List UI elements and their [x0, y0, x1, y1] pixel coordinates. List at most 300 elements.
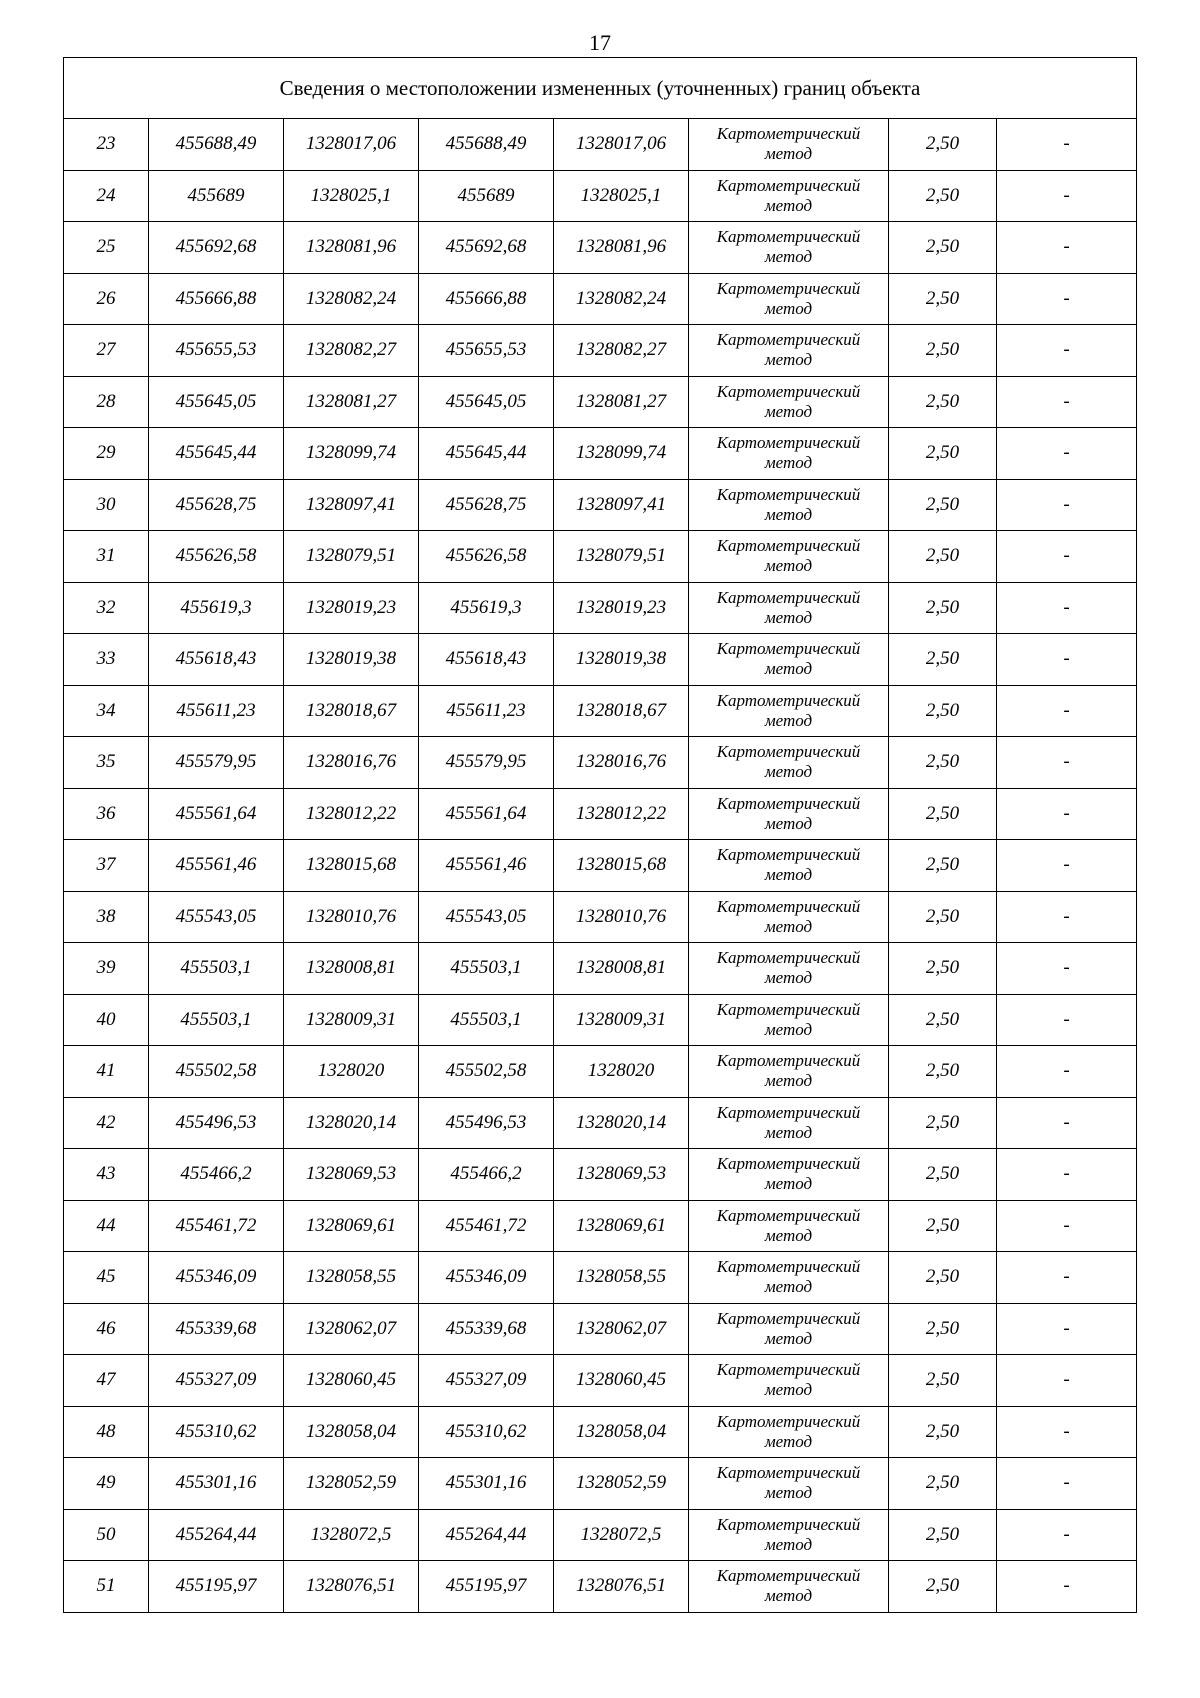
- refined-x-cell: 455543,05: [419, 891, 554, 943]
- method-line-1: Картометрический: [716, 1360, 861, 1380]
- table-row: [64, 222, 1137, 274]
- table-row: [64, 840, 1137, 892]
- method-cell: [689, 222, 889, 274]
- accuracy-cell: 2,50: [889, 788, 997, 840]
- method-cell: [689, 685, 889, 737]
- method-cell: [689, 994, 889, 1046]
- existing-y-cell: 1328079,51: [284, 531, 419, 583]
- method-line-1: Картометрический: [716, 484, 861, 504]
- existing-y-cell: 1328062,07: [284, 1303, 419, 1355]
- table-row: [64, 582, 1137, 634]
- refined-x-cell: 455496,53: [419, 1097, 554, 1149]
- accuracy-cell: 2,50: [889, 1097, 997, 1149]
- description-cell: -: [997, 582, 1137, 634]
- accuracy-cell: 2,50: [889, 428, 997, 480]
- existing-y-cell: 1328076,51: [284, 1561, 419, 1613]
- method-line-2: метод: [764, 1328, 813, 1348]
- existing-x-cell: 455561,46: [149, 840, 284, 892]
- table-row: [64, 428, 1137, 480]
- method-cell: [689, 1097, 889, 1149]
- existing-y-cell: 1328018,67: [284, 685, 419, 737]
- existing-y-cell: 1328019,38: [284, 634, 419, 686]
- point-number-cell: 29: [64, 428, 149, 480]
- table-row: [64, 1509, 1137, 1561]
- description-cell: -: [997, 685, 1137, 737]
- existing-x-cell: 455645,44: [149, 428, 284, 480]
- table-row: [64, 685, 1137, 737]
- point-number-cell: 51: [64, 1561, 149, 1613]
- description-cell: -: [997, 1303, 1137, 1355]
- refined-x-cell: 455619,3: [419, 582, 554, 634]
- method-line-2: метод: [764, 504, 813, 524]
- description-cell: -: [997, 479, 1137, 531]
- refined-x-cell: 455692,68: [419, 222, 554, 274]
- method-cell: [689, 479, 889, 531]
- description-cell: -: [997, 531, 1137, 583]
- point-number-cell: 44: [64, 1200, 149, 1252]
- table-row: [64, 1097, 1137, 1149]
- existing-y-cell: 1328099,74: [284, 428, 419, 480]
- refined-y-cell: 1328062,07: [554, 1303, 689, 1355]
- refined-x-cell: 455655,53: [419, 325, 554, 377]
- refined-y-cell: 1328008,81: [554, 943, 689, 995]
- point-number-cell: 27: [64, 325, 149, 377]
- method-line-1: Картометрический: [716, 690, 861, 710]
- refined-x-cell: 455466,2: [419, 1149, 554, 1201]
- existing-x-cell: 455628,75: [149, 479, 284, 531]
- method-line-2: метод: [764, 401, 813, 421]
- existing-y-cell: 1328012,22: [284, 788, 419, 840]
- page-number: 17: [589, 30, 611, 55]
- table-row: [64, 943, 1137, 995]
- method-line-1: Картометрический: [716, 381, 861, 401]
- existing-x-cell: 455645,05: [149, 376, 284, 428]
- refined-y-cell: 1328082,27: [554, 325, 689, 377]
- table-row: [64, 1561, 1137, 1613]
- refined-x-cell: 455346,09: [419, 1252, 554, 1304]
- refined-y-cell: 1328017,06: [554, 119, 689, 171]
- existing-y-cell: 1328058,55: [284, 1252, 419, 1304]
- point-number-cell: 25: [64, 222, 149, 274]
- description-cell: -: [997, 1561, 1137, 1613]
- point-number-cell: 26: [64, 273, 149, 325]
- existing-y-cell: 1328008,81: [284, 943, 419, 995]
- description-cell: -: [997, 1458, 1137, 1510]
- description-cell: -: [997, 1097, 1137, 1149]
- existing-x-cell: 455611,23: [149, 685, 284, 737]
- refined-y-cell: 1328099,74: [554, 428, 689, 480]
- method-cell: [689, 428, 889, 480]
- description-cell: -: [997, 428, 1137, 480]
- refined-y-cell: 1328020: [554, 1046, 689, 1098]
- method-cell: [689, 1046, 889, 1098]
- point-number-cell: 35: [64, 737, 149, 789]
- method-line-1: Картометрический: [716, 1514, 861, 1534]
- existing-x-cell: 455461,72: [149, 1200, 284, 1252]
- refined-x-cell: 455327,09: [419, 1355, 554, 1407]
- table-row: [64, 1252, 1137, 1304]
- refined-y-cell: 1328060,45: [554, 1355, 689, 1407]
- table-body: [64, 119, 1137, 1613]
- refined-x-cell: 455666,88: [419, 273, 554, 325]
- method-cell: [689, 325, 889, 377]
- method-line-2: метод: [764, 350, 813, 370]
- existing-x-cell: 455655,53: [149, 325, 284, 377]
- method-cell: [689, 1149, 889, 1201]
- refined-x-cell: 455339,68: [419, 1303, 554, 1355]
- accuracy-cell: 2,50: [889, 634, 997, 686]
- method-line-2: метод: [764, 453, 813, 473]
- refined-x-cell: 455618,43: [419, 634, 554, 686]
- existing-y-cell: 1328015,68: [284, 840, 419, 892]
- method-line-1: Картометрический: [716, 1102, 861, 1122]
- point-number-cell: 32: [64, 582, 149, 634]
- refined-y-cell: 1328016,76: [554, 737, 689, 789]
- method-cell: [689, 582, 889, 634]
- table-row: [64, 891, 1137, 943]
- existing-x-cell: 455502,58: [149, 1046, 284, 1098]
- method-line-1: Картометрический: [716, 845, 861, 865]
- method-line-2: метод: [764, 247, 813, 267]
- refined-y-cell: 1328082,24: [554, 273, 689, 325]
- refined-x-cell: 455561,64: [419, 788, 554, 840]
- method-line-1: Картометрический: [716, 1154, 861, 1174]
- accuracy-cell: 2,50: [889, 891, 997, 943]
- point-number-cell: 40: [64, 994, 149, 1046]
- method-line-1: Картометрический: [716, 227, 861, 247]
- description-cell: -: [997, 170, 1137, 222]
- method-line-1: Картометрический: [716, 433, 861, 453]
- existing-x-cell: 455339,68: [149, 1303, 284, 1355]
- refined-x-cell: 455688,49: [419, 119, 554, 171]
- table-row: [64, 1406, 1137, 1458]
- description-cell: -: [997, 119, 1137, 171]
- table-row: [64, 531, 1137, 583]
- accuracy-cell: 2,50: [889, 994, 997, 1046]
- refined-x-cell: 455611,23: [419, 685, 554, 737]
- description-cell: -: [997, 737, 1137, 789]
- accuracy-cell: 2,50: [889, 1252, 997, 1304]
- point-number-cell: 39: [64, 943, 149, 995]
- existing-y-cell: 1328069,61: [284, 1200, 419, 1252]
- refined-x-cell: 455264,44: [419, 1509, 554, 1561]
- existing-x-cell: 455579,95: [149, 737, 284, 789]
- boundary-coordinates-table: [63, 57, 1137, 1613]
- description-cell: -: [997, 1509, 1137, 1561]
- point-number-cell: 46: [64, 1303, 149, 1355]
- accuracy-cell: 2,50: [889, 685, 997, 737]
- table-title-row: [64, 58, 1137, 119]
- method-cell: [689, 531, 889, 583]
- method-line-1: Картометрический: [716, 639, 861, 659]
- existing-y-cell: 1328017,06: [284, 119, 419, 171]
- accuracy-cell: 2,50: [889, 1509, 997, 1561]
- table-row: [64, 1458, 1137, 1510]
- method-line-2: метод: [764, 556, 813, 576]
- table-row: [64, 170, 1137, 222]
- existing-y-cell: 1328016,76: [284, 737, 419, 789]
- description-cell: -: [997, 325, 1137, 377]
- point-number-cell: 37: [64, 840, 149, 892]
- description-cell: -: [997, 1200, 1137, 1252]
- description-cell: -: [997, 1149, 1137, 1201]
- method-line-1: Картометрический: [716, 124, 861, 144]
- refined-y-cell: 1328015,68: [554, 840, 689, 892]
- refined-y-cell: 1328009,31: [554, 994, 689, 1046]
- existing-y-cell: 1328082,27: [284, 325, 419, 377]
- method-line-1: Картометрический: [716, 587, 861, 607]
- existing-x-cell: 455666,88: [149, 273, 284, 325]
- refined-x-cell: 455503,1: [419, 994, 554, 1046]
- method-line-2: метод: [764, 1534, 813, 1554]
- method-line-2: метод: [764, 865, 813, 885]
- point-number-cell: 28: [64, 376, 149, 428]
- method-line-2: метод: [764, 298, 813, 318]
- refined-y-cell: 1328097,41: [554, 479, 689, 531]
- accuracy-cell: 2,50: [889, 737, 997, 789]
- table-row: [64, 1303, 1137, 1355]
- description-cell: -: [997, 840, 1137, 892]
- existing-y-cell: 1328060,45: [284, 1355, 419, 1407]
- existing-y-cell: 1328009,31: [284, 994, 419, 1046]
- method-line-2: метод: [764, 1225, 813, 1245]
- table-row: [64, 273, 1137, 325]
- method-line-2: метод: [764, 659, 813, 679]
- refined-x-cell: 455626,58: [419, 531, 554, 583]
- method-line-2: метод: [764, 1071, 813, 1091]
- refined-y-cell: 1328018,67: [554, 685, 689, 737]
- refined-x-cell: 455301,16: [419, 1458, 554, 1510]
- description-cell: -: [997, 943, 1137, 995]
- method-cell: [689, 273, 889, 325]
- existing-x-cell: 455688,49: [149, 119, 284, 171]
- existing-y-cell: 1328069,53: [284, 1149, 419, 1201]
- method-line-2: метод: [764, 607, 813, 627]
- refined-y-cell: 1328019,38: [554, 634, 689, 686]
- method-cell: [689, 1355, 889, 1407]
- method-cell: [689, 891, 889, 943]
- description-cell: -: [997, 634, 1137, 686]
- existing-x-cell: 455496,53: [149, 1097, 284, 1149]
- refined-y-cell: 1328081,27: [554, 376, 689, 428]
- method-line-2: метод: [764, 1586, 813, 1606]
- method-line-2: метод: [764, 1174, 813, 1194]
- description-cell: -: [997, 891, 1137, 943]
- refined-y-cell: 1328052,59: [554, 1458, 689, 1510]
- refined-x-cell: 455579,95: [419, 737, 554, 789]
- method-cell: [689, 1303, 889, 1355]
- method-cell: [689, 1458, 889, 1510]
- method-line-2: метод: [764, 144, 813, 164]
- existing-x-cell: 455327,09: [149, 1355, 284, 1407]
- accuracy-cell: 2,50: [889, 582, 997, 634]
- existing-y-cell: 1328025,1: [284, 170, 419, 222]
- method-cell: [689, 943, 889, 995]
- table-row: [64, 634, 1137, 686]
- accuracy-cell: 2,50: [889, 170, 997, 222]
- table-row: [64, 1355, 1137, 1407]
- description-cell: -: [997, 1355, 1137, 1407]
- existing-x-cell: 455689: [149, 170, 284, 222]
- method-line-1: Картометрический: [716, 1051, 861, 1071]
- accuracy-cell: 2,50: [889, 1406, 997, 1458]
- table-row: [64, 1149, 1137, 1201]
- method-line-2: метод: [764, 1483, 813, 1503]
- accuracy-cell: 2,50: [889, 325, 997, 377]
- point-number-cell: 49: [64, 1458, 149, 1510]
- refined-y-cell: 1328069,61: [554, 1200, 689, 1252]
- refined-y-cell: 1328010,76: [554, 891, 689, 943]
- accuracy-cell: 2,50: [889, 1046, 997, 1098]
- point-number-cell: 38: [64, 891, 149, 943]
- existing-y-cell: 1328019,23: [284, 582, 419, 634]
- existing-x-cell: 455618,43: [149, 634, 284, 686]
- table-title: Сведения о местоположении измененных (уточненных) границ объекта: [64, 58, 1137, 119]
- existing-x-cell: 455346,09: [149, 1252, 284, 1304]
- existing-x-cell: 455310,62: [149, 1406, 284, 1458]
- existing-x-cell: 455626,58: [149, 531, 284, 583]
- refined-x-cell: 455503,1: [419, 943, 554, 995]
- method-line-2: метод: [764, 1380, 813, 1400]
- method-cell: [689, 788, 889, 840]
- existing-x-cell: 455301,16: [149, 1458, 284, 1510]
- method-cell: [689, 1252, 889, 1304]
- point-number-cell: 42: [64, 1097, 149, 1149]
- refined-x-cell: 455502,58: [419, 1046, 554, 1098]
- existing-x-cell: 455692,68: [149, 222, 284, 274]
- method-line-1: Картометрический: [716, 999, 861, 1019]
- existing-x-cell: 455543,05: [149, 891, 284, 943]
- method-line-2: метод: [764, 968, 813, 988]
- existing-y-cell: 1328097,41: [284, 479, 419, 531]
- description-cell: -: [997, 273, 1137, 325]
- table-row: [64, 119, 1137, 171]
- description-cell: -: [997, 1046, 1137, 1098]
- point-number-cell: 36: [64, 788, 149, 840]
- method-line-1: Картометрический: [716, 278, 861, 298]
- method-line-2: метод: [764, 813, 813, 833]
- method-cell: [689, 376, 889, 428]
- method-line-2: метод: [764, 1431, 813, 1451]
- method-cell: [689, 119, 889, 171]
- refined-x-cell: 455628,75: [419, 479, 554, 531]
- accuracy-cell: 2,50: [889, 479, 997, 531]
- refined-x-cell: 455645,44: [419, 428, 554, 480]
- method-line-1: Картометрический: [716, 1566, 861, 1586]
- method-line-1: Картометрический: [716, 1308, 861, 1328]
- method-cell: [689, 1200, 889, 1252]
- method-line-1: Картометрический: [716, 175, 861, 195]
- point-number-cell: 47: [64, 1355, 149, 1407]
- refined-y-cell: 1328012,22: [554, 788, 689, 840]
- accuracy-cell: 2,50: [889, 1458, 997, 1510]
- existing-y-cell: 1328082,24: [284, 273, 419, 325]
- point-number-cell: 31: [64, 531, 149, 583]
- refined-x-cell: 455645,05: [419, 376, 554, 428]
- refined-y-cell: 1328072,5: [554, 1509, 689, 1561]
- refined-y-cell: 1328076,51: [554, 1561, 689, 1613]
- refined-y-cell: 1328019,23: [554, 582, 689, 634]
- description-cell: -: [997, 788, 1137, 840]
- description-cell: -: [997, 222, 1137, 274]
- point-number-cell: 45: [64, 1252, 149, 1304]
- existing-x-cell: 455503,1: [149, 943, 284, 995]
- refined-y-cell: 1328020,14: [554, 1097, 689, 1149]
- refined-x-cell: 455561,46: [419, 840, 554, 892]
- point-number-cell: 24: [64, 170, 149, 222]
- method-line-2: метод: [764, 1019, 813, 1039]
- accuracy-cell: 2,50: [889, 1200, 997, 1252]
- method-cell: [689, 1561, 889, 1613]
- refined-y-cell: 1328025,1: [554, 170, 689, 222]
- table-row: [64, 737, 1137, 789]
- point-number-cell: 34: [64, 685, 149, 737]
- method-line-2: метод: [764, 710, 813, 730]
- existing-x-cell: 455466,2: [149, 1149, 284, 1201]
- accuracy-cell: 2,50: [889, 222, 997, 274]
- table-row: [64, 788, 1137, 840]
- refined-y-cell: 1328079,51: [554, 531, 689, 583]
- existing-x-cell: 455195,97: [149, 1561, 284, 1613]
- accuracy-cell: 2,50: [889, 1303, 997, 1355]
- existing-y-cell: 1328072,5: [284, 1509, 419, 1561]
- method-line-1: Картометрический: [716, 1257, 861, 1277]
- method-line-1: Картометрический: [716, 896, 861, 916]
- accuracy-cell: 2,50: [889, 119, 997, 171]
- method-line-1: Картометрический: [716, 536, 861, 556]
- description-cell: -: [997, 376, 1137, 428]
- existing-y-cell: 1328010,76: [284, 891, 419, 943]
- refined-x-cell: 455689: [419, 170, 554, 222]
- existing-y-cell: 1328052,59: [284, 1458, 419, 1510]
- description-cell: -: [997, 994, 1137, 1046]
- method-cell: [689, 1406, 889, 1458]
- point-number-cell: 50: [64, 1509, 149, 1561]
- method-line-1: Картометрический: [716, 1411, 861, 1431]
- method-line-2: метод: [764, 1277, 813, 1297]
- description-cell: -: [997, 1406, 1137, 1458]
- method-line-2: метод: [764, 195, 813, 215]
- method-line-2: метод: [764, 1122, 813, 1142]
- method-cell: [689, 840, 889, 892]
- refined-y-cell: 1328058,55: [554, 1252, 689, 1304]
- existing-x-cell: 455264,44: [149, 1509, 284, 1561]
- method-line-1: Картометрический: [716, 793, 861, 813]
- point-number-cell: 30: [64, 479, 149, 531]
- table-row: [64, 376, 1137, 428]
- description-cell: -: [997, 1252, 1137, 1304]
- point-number-cell: 43: [64, 1149, 149, 1201]
- refined-x-cell: 455461,72: [419, 1200, 554, 1252]
- method-cell: [689, 1509, 889, 1561]
- method-line-1: Картометрический: [716, 742, 861, 762]
- method-line-1: Картометрический: [716, 948, 861, 968]
- existing-x-cell: 455619,3: [149, 582, 284, 634]
- existing-y-cell: 1328020: [284, 1046, 419, 1098]
- refined-y-cell: 1328069,53: [554, 1149, 689, 1201]
- method-line-1: Картометрический: [716, 1463, 861, 1483]
- table-row: [64, 1200, 1137, 1252]
- accuracy-cell: 2,50: [889, 1561, 997, 1613]
- refined-x-cell: 455310,62: [419, 1406, 554, 1458]
- accuracy-cell: 2,50: [889, 273, 997, 325]
- method-line-1: Картометрический: [716, 1205, 861, 1225]
- method-cell: [689, 634, 889, 686]
- table-row: [64, 325, 1137, 377]
- point-number-cell: 41: [64, 1046, 149, 1098]
- point-number-cell: 23: [64, 119, 149, 171]
- accuracy-cell: 2,50: [889, 531, 997, 583]
